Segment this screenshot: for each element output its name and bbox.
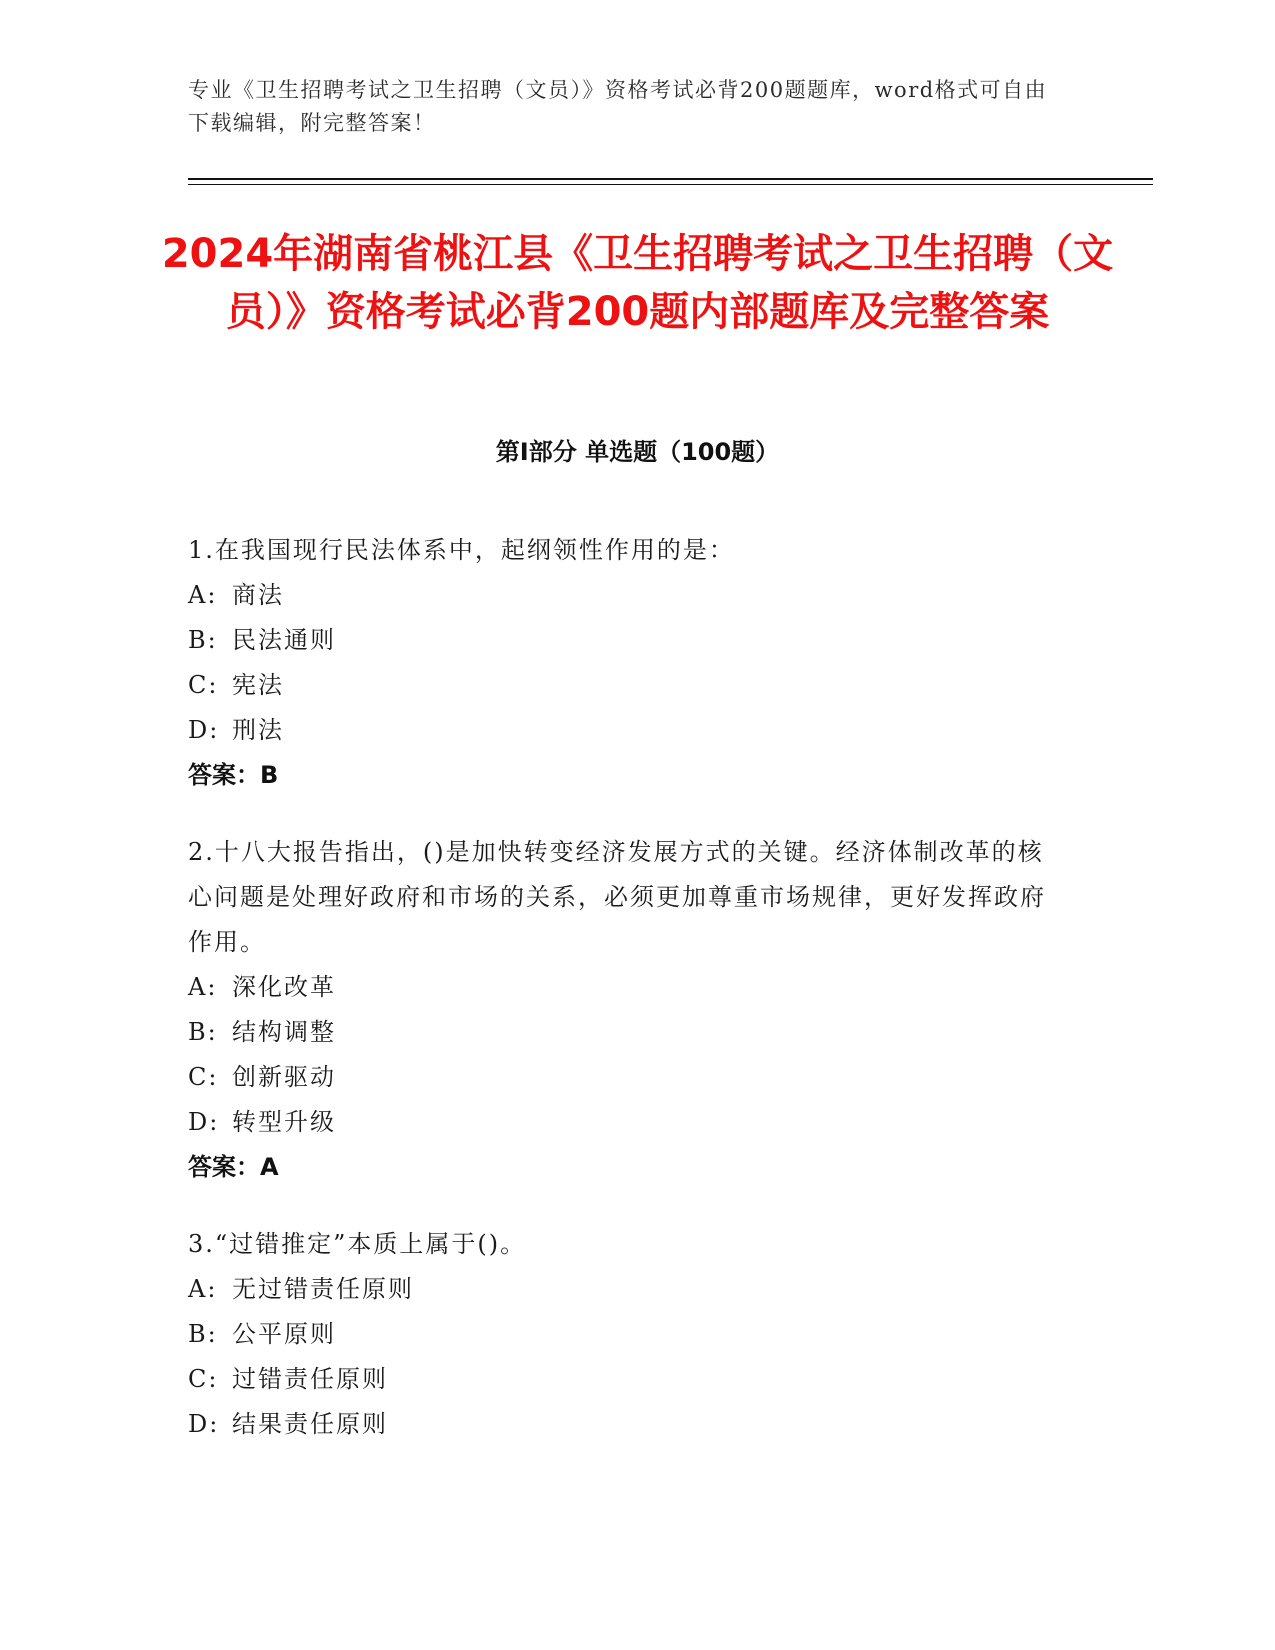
option-text: 刑法 [232, 716, 284, 744]
question-stem: 2.十八大报告指出，()是加快转变经济发展方式的关键。经济体制改革的核心问题是处理好政府和市场的关系，必须更加尊重市场规律，更好发挥政府作用。 [188, 838, 1046, 956]
option-a [188, 965, 1068, 1010]
option-b [188, 618, 1068, 663]
option-a [188, 573, 1068, 618]
header-rule-thick [188, 178, 1153, 180]
option-d [188, 1402, 1068, 1447]
option-text: 结果责任原则 [232, 1410, 388, 1438]
option-letter: D: [188, 1108, 220, 1136]
option-d [188, 1100, 1068, 1145]
option-c [188, 1055, 1068, 1100]
option-text: 结构调整 [232, 1018, 336, 1046]
option-b [188, 1010, 1068, 1055]
option-text: 商法 [232, 581, 284, 609]
option-c [188, 663, 1068, 708]
option-letter: C: [188, 671, 219, 699]
answer-line: 答案：B [188, 761, 279, 789]
option-letter: D: [188, 1410, 220, 1438]
option-b [188, 1312, 1068, 1357]
option-text: 过错责任原则 [232, 1365, 388, 1393]
answer-line: 答案：A [188, 1153, 279, 1181]
option-d [188, 708, 1068, 753]
option-letter: A: [188, 1275, 218, 1303]
question-3 [188, 1222, 1068, 1447]
option-a [188, 1267, 1068, 1312]
option-text: 公平原则 [232, 1320, 336, 1348]
header-note: 专业《卫生招聘考试之卫生招聘（文员）》资格考试必背200题题库，word格式可自由下载编辑，附完整答案！ [188, 78, 1048, 135]
question-1 [188, 528, 1068, 798]
option-letter: B: [188, 1018, 218, 1046]
question-2 [188, 830, 1068, 1190]
option-text: 创新驱动 [232, 1063, 336, 1091]
option-letter: C: [188, 1063, 219, 1091]
document-title: 2024年湖南省桃江县《卫生招聘考试之卫生招聘（文员）》资格考试必背200题内部题库及完整答案 [161, 231, 1114, 335]
option-letter: D: [188, 716, 220, 744]
option-letter: A: [188, 581, 218, 609]
option-text: 深化改革 [232, 973, 336, 1001]
section-heading: 第Ⅰ部分 单选题（100题） [495, 438, 780, 466]
option-text: 宪法 [232, 671, 284, 699]
option-text: 民法通则 [232, 626, 336, 654]
option-c [188, 1357, 1068, 1402]
option-text: 转型升级 [232, 1108, 336, 1136]
option-letter: A: [188, 973, 218, 1001]
header-rule-thin [188, 184, 1153, 185]
question-stem: 3.“过错推定”本质上属于()。 [188, 1230, 527, 1258]
option-letter: C: [188, 1365, 219, 1393]
question-list [188, 528, 1068, 1479]
option-letter: B: [188, 1320, 218, 1348]
option-letter: B: [188, 626, 218, 654]
question-stem: 1.在我国现行民法体系中，起纲领性作用的是： [188, 536, 735, 564]
option-text: 无过错责任原则 [232, 1275, 414, 1303]
